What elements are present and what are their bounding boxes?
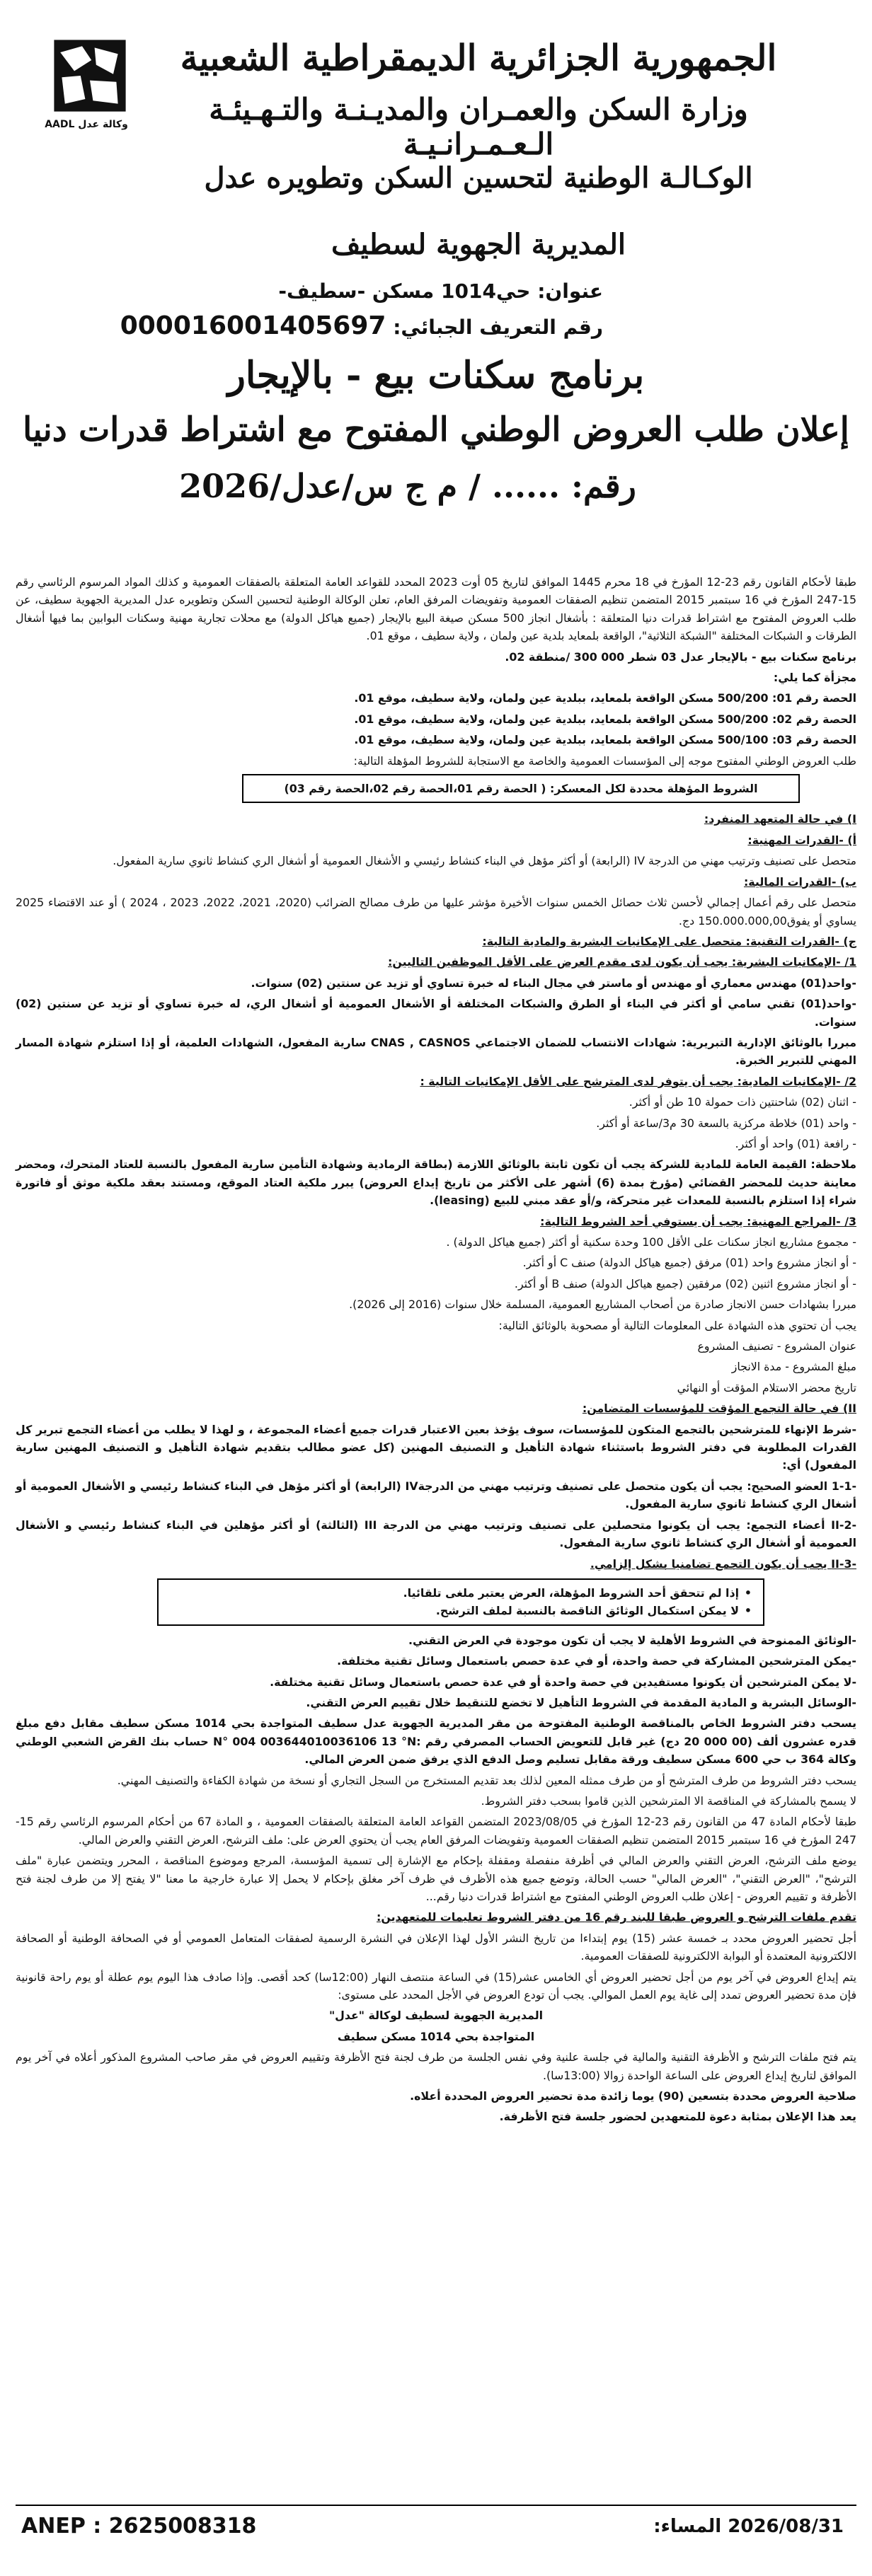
lot-item: الحصة رقم 02: 500/200 مسكن الواقعة بلمعايد، ببلدية عين ولمان، ولاية سطيف، موقع 01. — [354, 712, 856, 726]
admin-line: -يمكن المترشحين المشاركة في حصة واحدة، أو في عدة حصص باستعمال وسائل تقنية مختلفة. — [337, 1654, 856, 1668]
admin-line: -لا يمكن المترشحين أن يكونوا مستفيدين في حصة واحدة أو في عدة حصص باستعمال وسائل تقنية مختلفة. — [270, 1675, 856, 1689]
human-resource-item: -واحد(01) تقني سامي أو أكثر في البناء أو الطرق والشبكات المختلفة أو الأشغال العمومية أو أشغال الري، له خبرة تساوي أو تزيد عن سنتين (02) سنوات. — [16, 997, 856, 1029]
republic-title: الجمهورية الجزائرية الديمقراطية الشعبية — [180, 37, 777, 79]
group-title: II) في حالة التجمع المؤقت للمؤسسات المتضامن: — [582, 1402, 856, 1416]
program-line: برنامج سكنات بيع - بالإيجار عدل 03 شطر 000 300 /منطقة 02. — [505, 649, 856, 664]
lots-title: مجزأة كما يلي: — [773, 671, 856, 685]
tax-id-value: 000016001405697 — [120, 311, 386, 340]
footer-divider — [16, 2505, 856, 2506]
references-requirements: يجب أن تحتوي هذه الشهادة على المعلومات التالية أو مصحوبة بالوثائق التالية: — [498, 1318, 856, 1332]
single-bidder-title: I) في حالة المتعهد المنفرد: — [704, 812, 856, 826]
ministry-title: وزارة السكن والعمـران والمديـنـة والتـهـيئـة الـعـمـرانـيـة — [209, 92, 748, 161]
aadl-logo-icon — [51, 37, 129, 115]
material-resources-title: 2/ -الإمكانيات المادية: يجب أن يتوفر لدى المترشح على الأقل الإمكانيات التالية : — [420, 1074, 856, 1088]
deposit-place: المتواجدة بحي 1014 مسكن سطيف — [337, 2029, 535, 2043]
technical-capacity-title: ج) -القدرات التقنية: متحصل على الإمكانيات البشرية والمادية التالية: — [482, 934, 856, 948]
agency-title: الوكـالـة الوطنية لتحسين السكن وتطويره عدل — [204, 161, 753, 195]
human-resources-title: 1/ -الإمكانيات البشرية: يجب أن يكون لدى مقدم العرض على الأقل الموظفين التاليين: — [388, 955, 856, 969]
conditions-box-value: ( الحصة رقم 01،الحصة رقم 02،الحصة رقم 03) — [284, 782, 546, 796]
tax-id-line — [120, 311, 603, 340]
admin-line: -الوسائل البشرية و المادية المقدمة في الشروط التأهيل لا تخضع للتنقيط خلال تقييم العرض التقني. — [306, 1695, 856, 1709]
directorate-title: المديرية الجهوية لسطيف — [331, 228, 626, 261]
group-item: -2-II أعضاء التجمع: يجب أن يكونوا متحصلين على تصنيف وترتيب مهني من الدرجة III (الثالثة) أو أكثر مؤهلين في البناء كنشاط رئيسي و الأشغال العمومية أو أشغال الري كنشاط ثانوي سارية المفعول. — [16, 1518, 856, 1550]
lot-item: الحصة رقم 01: 500/200 مسكن الواقعة بلمعايد، ببلدية عين ولمان، ولاية سطيف، موقع 01. — [354, 691, 856, 705]
logo-caption: وكالة عدل AADL — [45, 119, 128, 130]
footer-date: 2026/08/31 المساء: — [653, 2516, 844, 2537]
offers-paragraph: طبقا لأحكام المادة 47 من القانون رقم 23-12 المؤرخ في 2023/08/05 المتضمن القواعد العامة المتعلقة بالصفقات العمومية ، و المادة 67 من أحكام المرسوم الرئاسي رقم 15-247 المؤرخ في 16 سبتمبر 2015 المتضمن تنظيم الصفقات العمومية وتفويضات المرفق العام يجب أن يحتوي العرض على: ملف الترشح، العرض التقني والعرض المالي. — [16, 1815, 856, 1847]
reference-item: - أو انجاز مشروع واحد (01) مرفق (جميع هياكل الدولة) صنف C أو أكثر. — [522, 1256, 856, 1270]
material-resource-item: - واحد (01) خلاطة مركزية بالسعة 30 م3/ساعة أو أكثر. — [596, 1116, 856, 1130]
invite-paragraph: يعد هذا الإعلان بمثابة دعوة للمتعهدين لحضور جلسة فتح الأظرفة. — [499, 2110, 856, 2124]
human-resources-proof: مبررا بالوثائق الإدارية التبريرية: شهادات الانتساب للضمان الاجتماعي CNAS , CASNOS سارية المفعول، الشهادات العلمية، أو إذا استلزم شهادة المسار المهني للتبرير الخبرة. — [16, 1035, 857, 1068]
reference-field: عنوان المشروع - تصنيف المشروع — [697, 1339, 856, 1353]
warning-item: • لا يمكن استكمال الوثائق الناقصة بالنسبة لملف الترشح. — [170, 1602, 752, 1619]
deadline-title: تقدم ملفات الترشح و العروض طبقا للبند رقم 16 من دفتر الشروط تعليمات للمتعهدين: — [377, 1910, 856, 1924]
group-text: -شرط الإنهاء للمترشحين بالتجمع المتكون للمؤسسات، سوف يؤخذ بعين الاعتبار قدرات جميع أعضاء المجموعة ، و لهذا لا يطلب من أعضاء التجمع تبرير كل القدرات المطلوبة في دفتر الشروط باستثناء شهادة التأهيل و التصنيف المهنين (كل عضو مطالب بتقديم شهادة التأهيل و التصنيف المهنين سارية المفعول) أي: — [16, 1422, 856, 1472]
program-title: برنامج سكنات بيع - بالإيجار — [227, 354, 645, 397]
professional-capacity-title: أ) -القدرات المهنية: — [747, 833, 856, 847]
open-to-paragraph: طلب العروض الوطني المفتوح موجه إلى المؤسسات العمومية والخاصة مع الاستجابة للشروط المؤهلة التالية: — [353, 753, 856, 768]
warning-item: • إذا لم تتحقق أحد الشروط المؤهلة، العرض يعتبر ملغى تلقائيا. — [170, 1584, 752, 1602]
reference-item: - مجموع مشاريع انجاز سكنات على الأقل 100 وحدة سكنية أو أكثر (جميع هياكل الدولة) . — [446, 1235, 856, 1249]
conditions-box-label: الشروط المؤهلة محددة لكل المعسكر: — [550, 782, 758, 796]
tax-id-label: رقم التعريف الجبائي: — [393, 316, 603, 339]
financial-capacity-text: متحصل على رقم أعمال إجمالي لأحسن ثلاث حصائل الخمس سنوات الأخيرة مؤشر عليها من طرف مصالح الضرائب (2020، 2021، 2022، 2023 ، 2024 ) أو عند الاقتضاء 2025 يساوي أو يفوق150.000.000,00 دج. — [16, 896, 857, 928]
notice-title: إعلان طلب العروض الوطني المفتوح مع اشتراط قدرات دنيا — [23, 410, 849, 449]
intro-paragraph: طبقا لأحكام القانون رقم 23-12 المؤرخ في 18 محرم 1445 الموافق لتاريخ 05 أوت 2023 المحدد للقواعد العامة المتعلقة بالصفقات العمومية و كذلك المواد المرسوم الرئاسي رقم 15-247 المؤرخ في 16 سبتمبر 2015 المتضمن تنظيم الصفقات العمومية وتفويضات المرفق العام، تعلن الوكالة الوطنية لتحسين السكن وتطويره عدل المديرية الجهوية سطيف، عن طلب العروض المفتوح مع اشتراط قدرات دنيا المتعلقة : بأشغال انجاز 500 مسكن صيغة البيع بالإيجار (جميع هياكل الدولة) مع محلات تجارية مهنية وسكنات البوابين بما فيها أشغال الطرقات و الشبكات المختلفة "الشبكة الثلاثية"، الواقعة بلمعايد بلدية عين ولمان ، ولاية سطيف ، موقع 01. — [16, 575, 856, 643]
notice-body — [16, 573, 856, 2129]
address-line: عنوان: حي1014 مسكن -سطيف- — [278, 279, 603, 303]
reference-field: مبلغ المشروع - مدة الانجاز — [731, 1360, 856, 1374]
anep-reference: ANEP : 2625008318 — [21, 2514, 257, 2539]
group-item: -3-II يجب أن يكون التجمع تضامنيا بشكل إلزامي. — [590, 1556, 856, 1571]
specifications-paragraph: لا يسمح بالمشاركة في المناقصة الا المترشحين الذين قاموا بسحب دفتر الشروط. — [481, 1794, 856, 1808]
lot-item: الحصة رقم 03: 500/100 مسكن الواقعة بلمعايد، ببلدية عين ولمان، ولاية سطيف، موقع 01. — [354, 733, 856, 747]
offers-paragraph: يوضع ملف الترشح، العرض التقني والعرض المالي في أظرفة منفصلة ومقفلة بإحكام مع الإشارة إلى تسمية المؤسسة، المرجع وموضوع المناقصة ، المحرر ويتضمن عبارة "ملف الترشح"، "العرض التقني"، "العرض المالي" حسب الحالة، وتوضع جميع هذه الأظرف في ظرف آخر مغلق بإحكام لا يحمل إلا عبارة خارجية ما معنا "لا يفتح إلا من طرف لجنة فتح الأظرفة و تقييم العروض - إعلان طلب العروض الوطني المفتوح مع اشتراط قدرات دنيا رقم... — [16, 1854, 856, 1903]
group-item: -1-1 العضو الصحيح: يجب أن يكون متحصل على تصنيف وترتيب مهني من الدرجةIV (الرابعة) أو أكثر مؤهل في البناء كنشاط رئيسي و الأشغال العمومية أو أشغال الري كنشاط ثانوي سارية المفعول. — [16, 1479, 857, 1511]
warning-box — [157, 1578, 764, 1626]
reference-item: - أو انجاز مشروع اثنين (02) مرفقين (جميع هياكل الدولة) صنف B أو أكثر. — [514, 1276, 856, 1290]
deadline-paragraph: يتم إيداع العروض في آخر يوم من أجل تحضير العروض أي الخامس عشر(15) في الساعة منتصف النهار (12:00سا) كحد أقصى. وإذا صادف هذا اليوم يوم عطلة أو يوم راحة قانونية فإن مدة تحضير العروض تمدد إلى غاية يوم العمل الموالي. يجب أن تودع العروض في الأجل المحدد على مستوى: — [16, 1970, 857, 2002]
deadline-paragraph: أجل تحضير العروض محدد بـ خمسة عشر (15) يوم إبتداءا من تاريخ النشر الأول لهذا الإعلان في النشرة الرسمية لصفقات المتعامل العمومي أو في الصحافة الوطنية أو الصحافة الالكترونية المعتمدة أو البوابة الالكترونية للصفقات العمومية. — [16, 1931, 856, 1963]
professional-capacity-text: متحصل على تصنيف وترتيب مهني من الدرجة IV (الرابعة) أو أكثر مؤهل في البناء كنشاط رئيسي و الأشغال العمومية أو أشغال الري كنشاط ثانوي سارية المفعول. — [113, 854, 856, 868]
material-resource-item: - رافعة (01) واحد أو أكثر. — [735, 1136, 856, 1150]
opening-paragraph: يتم فتح ملفات الترشح و الأظرفة التقنية والمالية في جلسة علنية وفي نفس الجلسة من طرف لجنة فتح الأظرفة وتقييم العروض في مقر صاحب المشروع المذكور أعلاه في آخر يوم الموافق لتاريخ إيداع العروض على الساعة الواحدة زوالا (13:00سا). — [16, 2050, 856, 2082]
references-title: 3/ -المراجع المهنية: يجب أن يستوفي أحد الشروط التالية: — [540, 1214, 856, 1228]
admin-line: -الوثائق الممنوحة في الشروط الأهلية لا يجب أن تكون موجودة في العرض التقني. — [408, 1633, 856, 1647]
conditions-box — [242, 774, 800, 803]
material-resource-item: - اثنان (02) شاحنتين ذات حمولة 10 طن أو أكثر. — [629, 1095, 856, 1109]
notice-number: رقم: ...... / م ج س/عدل/2026 — [179, 467, 636, 505]
financial-capacity-title: ب) -القدرات المالية: — [743, 874, 856, 889]
material-resources-note: ملاحظة: القيمة العامة للمادية للشركة يجب أن تكون ثابتة بالوثائق اللازمة (بطاقة الرمادية وشهادة التأمين سارية المفعول بالنسبة للعتاد المتحرك، ومحضر معاينة حديث للمحضر القضائي (مؤرخ بمدة (6) أشهر على الأكثر من تاريخ إيداع العروض) يبرر ملكية العتاد الموقع، ومستند بعقد ملكية موثق أو فاتورة شراء إذا استلزم بالنسبة للمعدات غير متحركة، و/أو عقد مبني للبيع (leasing). — [16, 1157, 856, 1208]
references-proof: مبررا بشهادات حسن الانجاز صادرة من أصحاب المشاريع العمومية، المسلمة خلال سنوات (2016 إلى 2026). — [349, 1298, 856, 1312]
reference-field: تاريخ محضر الاستلام المؤقت أو النهائي — [677, 1380, 856, 1394]
deposit-place: المديرية الجهوية لسطيف لوكالة "عدل" — [328, 2009, 544, 2023]
human-resource-item: -واحد(01) مهندس معماري أو مهندس أو ماستر في مجال البناء له خبرة تساوي أو تزيد عن سنتين (02) سنوات. — [251, 976, 856, 990]
validity-paragraph: صلاحية العروض محددة بتسعين (90) يوما زائدة مدة تحضير العروض المحددة أعلاه. — [410, 2089, 856, 2103]
specifications-paragraph: يسحب دفتر الشروط الخاص بالمناقصة الوطنية المفتوحة من مقر المديرية الجهوية عدل سطيف المتواجدة بحي 1014 مسكن سطيف مقابل دفع مبلغ قدره عشرون ألف (00 000 20 دج) غير قابل للتعويض الحساب المصرفي رقم :N° 004 003644010036106 13 °N حساب بنك القرض الشعبي الوطني وكالة 364 ب حي 600 مسكن سطيف ورقة مقابل تسليم وصل الدفع الذي يرفق ضمن العرض المالي. — [16, 1716, 857, 1767]
specifications-paragraph: يسحب دفتر الشروط من طرف المترشح أو من طرف ممثله المعين لذلك بعد تقديم المستخرج من السجل التجاري أو نسخة من شهادة الكفاءة والتصنيف المهني. — [117, 1773, 856, 1787]
aadl-logo — [44, 37, 129, 130]
